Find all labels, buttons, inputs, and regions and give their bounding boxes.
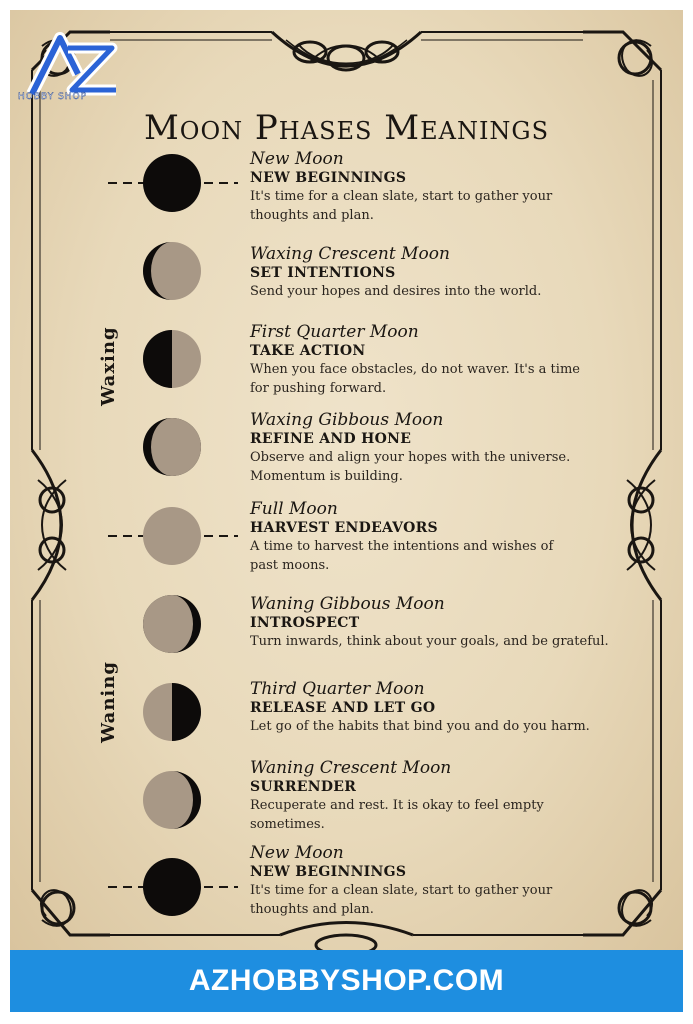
waxing-crescent-moon-icon — [143, 242, 201, 300]
phase-name: New Moon — [250, 843, 344, 863]
phase-theme: SET INTENTIONS — [250, 265, 396, 281]
phase-third-quarter — [250, 679, 645, 736]
phase-theme: SURRENDER — [250, 779, 357, 795]
phase-name: Waxing Crescent Moon — [250, 244, 450, 264]
phase-name: New Moon — [250, 149, 344, 169]
full-moon-icon — [143, 507, 201, 565]
phase-name: Third Quarter Moon — [250, 679, 425, 699]
moon-phases-poster — [10, 10, 683, 950]
new-moon-icon — [143, 154, 201, 212]
waning-label: Waning — [98, 661, 119, 743]
shop-banner[interactable] — [10, 950, 683, 1012]
phase-name: Waning Gibbous Moon — [250, 594, 445, 614]
waxing-label: Waxing — [98, 326, 119, 406]
phase-theme: HARVEST ENDEAVORS — [250, 520, 438, 536]
waning-crescent-moon-icon — [143, 771, 201, 829]
phase-description-line-2: Momentum is building. — [250, 469, 403, 484]
phase-description-line-1: When you face obstacles, do not waver. It's a time — [250, 362, 580, 377]
phase-description-line-1: It's time for a clean slate, start to gather your — [250, 189, 553, 204]
phase-full-moon — [250, 499, 645, 575]
phase-description-line-1: A time to harvest the intentions and wishes of — [250, 539, 554, 554]
logo-text: HOBBY SHOP — [18, 92, 88, 102]
phase-name: Waxing Gibbous Moon — [250, 410, 444, 430]
phase-description-line-2: for pushing forward. — [250, 381, 387, 396]
phase-waning-crescent — [250, 758, 645, 834]
phase-description-line-2: past moons. — [250, 558, 330, 573]
phase-description-line-2: thoughts and plan. — [250, 902, 374, 917]
phase-name: Full Moon — [250, 499, 338, 519]
phase-description-line-1: Turn inwards, think about your goals, and be grateful. — [250, 634, 609, 649]
phase-description-line-1: Send your hopes and desires into the world. — [250, 284, 542, 299]
phase-description-line-1: Let go of the habits that bind you and do you harm. — [250, 719, 590, 734]
phase-theme: INTROSPECT — [250, 615, 360, 631]
phase-theme: NEW BEGINNINGS — [250, 170, 407, 186]
phase-first-quarter — [250, 322, 645, 398]
phase-new-moon — [250, 149, 645, 225]
phase-waning-gibbous — [250, 594, 645, 651]
phase-description-line-1: Recuperate and rest. It is okay to feel empty — [250, 798, 544, 813]
phase-name: First Quarter Moon — [250, 322, 419, 342]
phase-theme: TAKE ACTION — [250, 343, 366, 359]
first-quarter-moon-icon — [143, 330, 201, 388]
waxing-gibbous-moon-icon — [143, 418, 201, 476]
phase-theme: REFINE AND HONE — [250, 431, 412, 447]
phase-description-line-2: thoughts and plan. — [250, 208, 374, 223]
phase-new-moon-end — [250, 843, 645, 919]
phase-description-line-1: It's time for a clean slate, start to gather your — [250, 883, 553, 898]
banner-text[interactable]: AZHOBBYSHOP.COM — [188, 964, 505, 997]
phase-description-line-2: sometimes. — [250, 817, 325, 832]
third-quarter-moon-icon — [143, 683, 201, 741]
phase-waxing-crescent — [250, 244, 645, 301]
phase-description-line-1: Observe and align your hopes with the universe. — [250, 450, 571, 465]
page-title: Moon Phases Meanings — [143, 108, 550, 148]
phase-name: Waning Crescent Moon — [250, 758, 452, 778]
phase-waxing-gibbous — [250, 410, 645, 486]
phase-theme: RELEASE AND LET GO — [250, 700, 436, 716]
phase-theme: NEW BEGINNINGS — [250, 864, 407, 880]
new-moon-end-icon — [143, 858, 201, 916]
waning-gibbous-moon-icon — [143, 595, 201, 653]
